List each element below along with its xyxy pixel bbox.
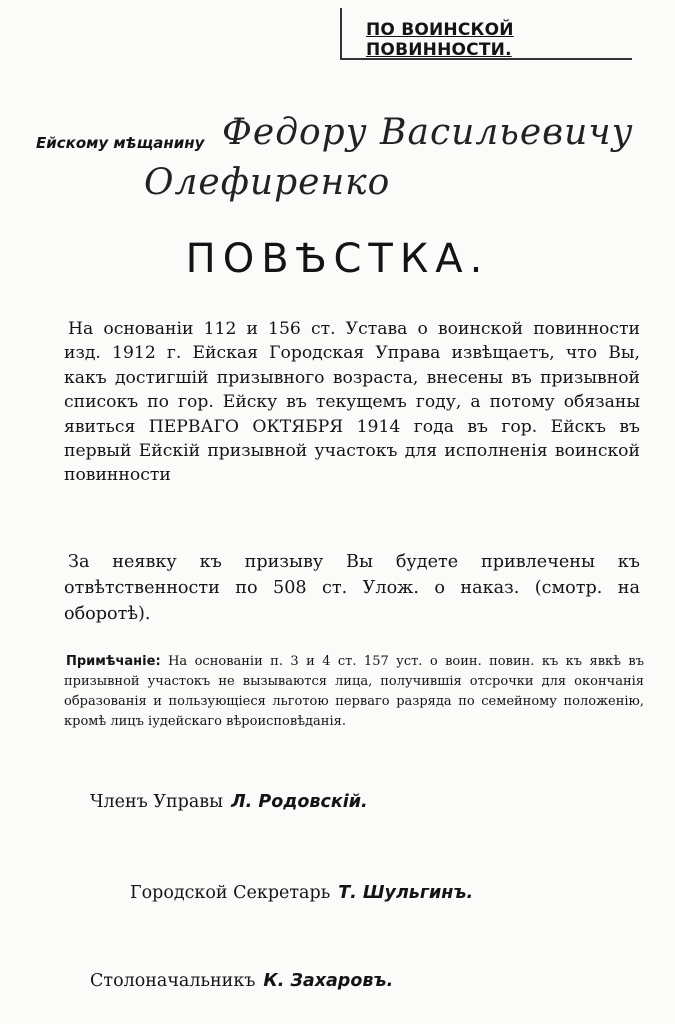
signature-role: Городской Секретарь — [130, 883, 331, 903]
stamp-text: ПО ВОИНСКОЙ ПОВИННОСТИ. — [366, 20, 514, 60]
note-text: На основанiи п. 3 и 4 ст. 157 уст. о воин. повин. къ къ явкѣ въ призывной участокъ не вызываются лица, получившiя отсрочки для окончанiя образованiя и пользующiеся льготою перваго разряда по семейному положенiю, кромѣ лицъ iудейскаго вѣроисповѣданiя. — [64, 654, 644, 729]
addressee-block — [36, 112, 656, 222]
signature-name: Л. Родовскiй. — [231, 792, 368, 812]
note-block — [64, 652, 644, 732]
addressee-label: Ейскому мѣщанину — [36, 134, 205, 152]
signature-board-member — [90, 792, 368, 812]
signature-role: Членъ Управы — [90, 792, 224, 812]
penalty-paragraph: За неявку къ призыву Вы будете привлечены къ отвѣтственности по 508 ст. Улож. о наказ. (смотр. на оборотѣ). — [64, 552, 640, 624]
signature-name: Т. Шульгинъ. — [338, 883, 474, 903]
document-title: ПОВѢСТКА. — [185, 236, 490, 282]
military-duty-stamp — [340, 8, 632, 60]
note-label: Примѣчанiе: — [66, 654, 161, 669]
signature-name: К. Захаровъ. — [263, 971, 394, 991]
signature-city-secretary — [130, 883, 473, 903]
addressee-handwritten-name: Федору Васильевичу — [222, 112, 634, 153]
signature-role: Столоначальникъ — [90, 971, 256, 991]
signature-desk-chief — [90, 971, 393, 991]
summons-paragraph: На основанiи 112 и 156 ст. Устава о воинской повинности изд. 1912 г. Ейская Городская Управа извѣщаетъ, что Вы, какъ достигшiй призывного возраста, внесены въ призывной списокъ по гор. Ейску въ текущемъ году, а потому обязаны явиться ПЕРВАГО ОКТЯБРЯ 1914 года въ гор. Ейскъ въ первый Ейскiй призывной участокъ для исполненiя воинской повинности — [64, 319, 640, 486]
addressee-handwritten-surname: Олефиренко — [144, 162, 391, 203]
